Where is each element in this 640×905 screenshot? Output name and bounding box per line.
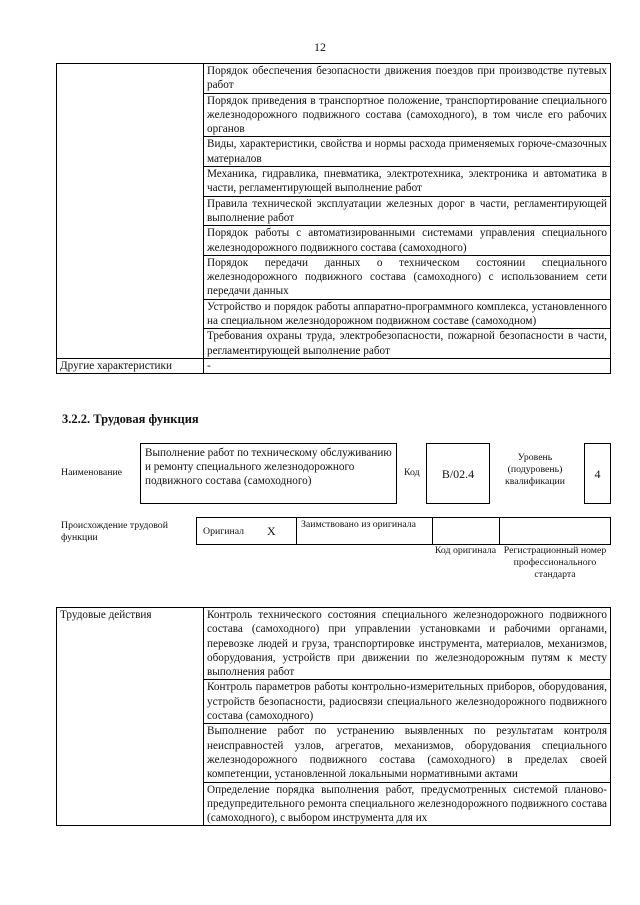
registration-number-caption: Регистрационный номер профессионального стандарта [503, 545, 607, 580]
labor-action-item: Контроль технического состояния специального железнодорожного подвижного состава (самоходного) при управлении установками и рабочими органами, перевозке людей и груза, транспортировке инструмента, материалов, механизмов, оборудования, устройств при движении по железнодорожным путям к месту выполнения работ [204, 608, 611, 680]
original-code-caption: Код оригинала [434, 545, 497, 556]
table-row [57, 64, 611, 94]
knowledge-table [56, 63, 611, 374]
other-characteristics-label: Другие характеристики [57, 358, 204, 373]
knowledge-item: Виды, характеристики, свойства и нормы расхода применяемых горюче-смазочных материалов [204, 137, 611, 167]
code-value: B/02.4 [426, 443, 490, 504]
knowledge-item: Порядок приведения в транспортное положение, транспортирование специального железнодорожного подвижного состава (самоходного), в том числе его рабочих органов [204, 93, 611, 137]
original-mark: X [267, 524, 276, 538]
registration-number-cell [499, 517, 611, 545]
section-heading: 3.2.2. Трудовая функция [62, 412, 199, 426]
level-value: 4 [584, 443, 611, 504]
knowledge-item: Механика, гидравлика, пневматика, электротехника, электроника и автоматика в части, регламентирующей выполнение работ [204, 167, 611, 197]
labor-actions-label: Трудовые действия [57, 608, 204, 826]
labor-actions-table [56, 607, 611, 826]
origin-label: Происхождение трудовой функции [61, 520, 168, 543]
labor-action-item: Контроль параметров работы контрольно-измерительных приборов, оборудования, устройств безопасности, радиосвязи специального железнодорожного подвижного состава (самоходного) [204, 680, 611, 724]
borrowed-label: Заимствовано из оригинала [301, 519, 416, 530]
level-label: Уровень (подуровень) квалификации [504, 452, 566, 487]
knowledge-label-cell [57, 64, 204, 359]
table-row [57, 358, 611, 373]
origin-row [196, 517, 611, 545]
other-characteristics-value: - [204, 358, 611, 373]
original-cell [196, 517, 296, 545]
borrowed-cell [296, 517, 432, 545]
function-name-value: Выполнение работ по техническому обслуживанию и ремонту специального железнодорожного подвижного состава (самоходного) [140, 443, 397, 504]
labor-action-item: Определение порядка выполнения работ, предусмотренных системой планово-предупредительного ремонта специального железнодорожного подвижного состава (самоходного), с выбором инструмента для их [204, 782, 611, 826]
code-label: Код [404, 467, 420, 478]
table-row [57, 608, 611, 680]
labor-action-item: Выполнение работ по устранению выявленных по результатам контроля неисправностей узлов, агрегатов, механизмов, оборудования специального железнодорожного подвижного состава (самоходного) в пределах своей компетенции, установленной локальными нормативными актами [204, 724, 611, 782]
knowledge-item: Порядок работы с автоматизированными системами управления специального железнодорожного подвижного состава (самоходного) [204, 226, 611, 256]
original-label: Оригинал [203, 526, 245, 537]
knowledge-item: Порядок обеспечения безопасности движения поездов при производстве путевых работ [204, 64, 611, 94]
knowledge-item: Требования охраны труда, электробезопасности, пожарной безопасности в части, регламентирующей выполнение работ [204, 329, 611, 359]
knowledge-item: Устройство и порядок работы аппаратно-программного комплекса, установленного на специальном железнодорожном подвижном составе (самоходном) [204, 299, 611, 329]
knowledge-item: Правила технической эксплуатации железных дорог в части, регламентирующей выполнение работ [204, 196, 611, 226]
name-label: Наименование [61, 467, 123, 478]
knowledge-item: Порядок передачи данных о техническом состоянии специального железнодорожного подвижного состава (самоходного) с использованием сети передачи данных [204, 255, 611, 299]
page-number: 12 [314, 40, 326, 54]
original-code-cell [432, 517, 499, 545]
